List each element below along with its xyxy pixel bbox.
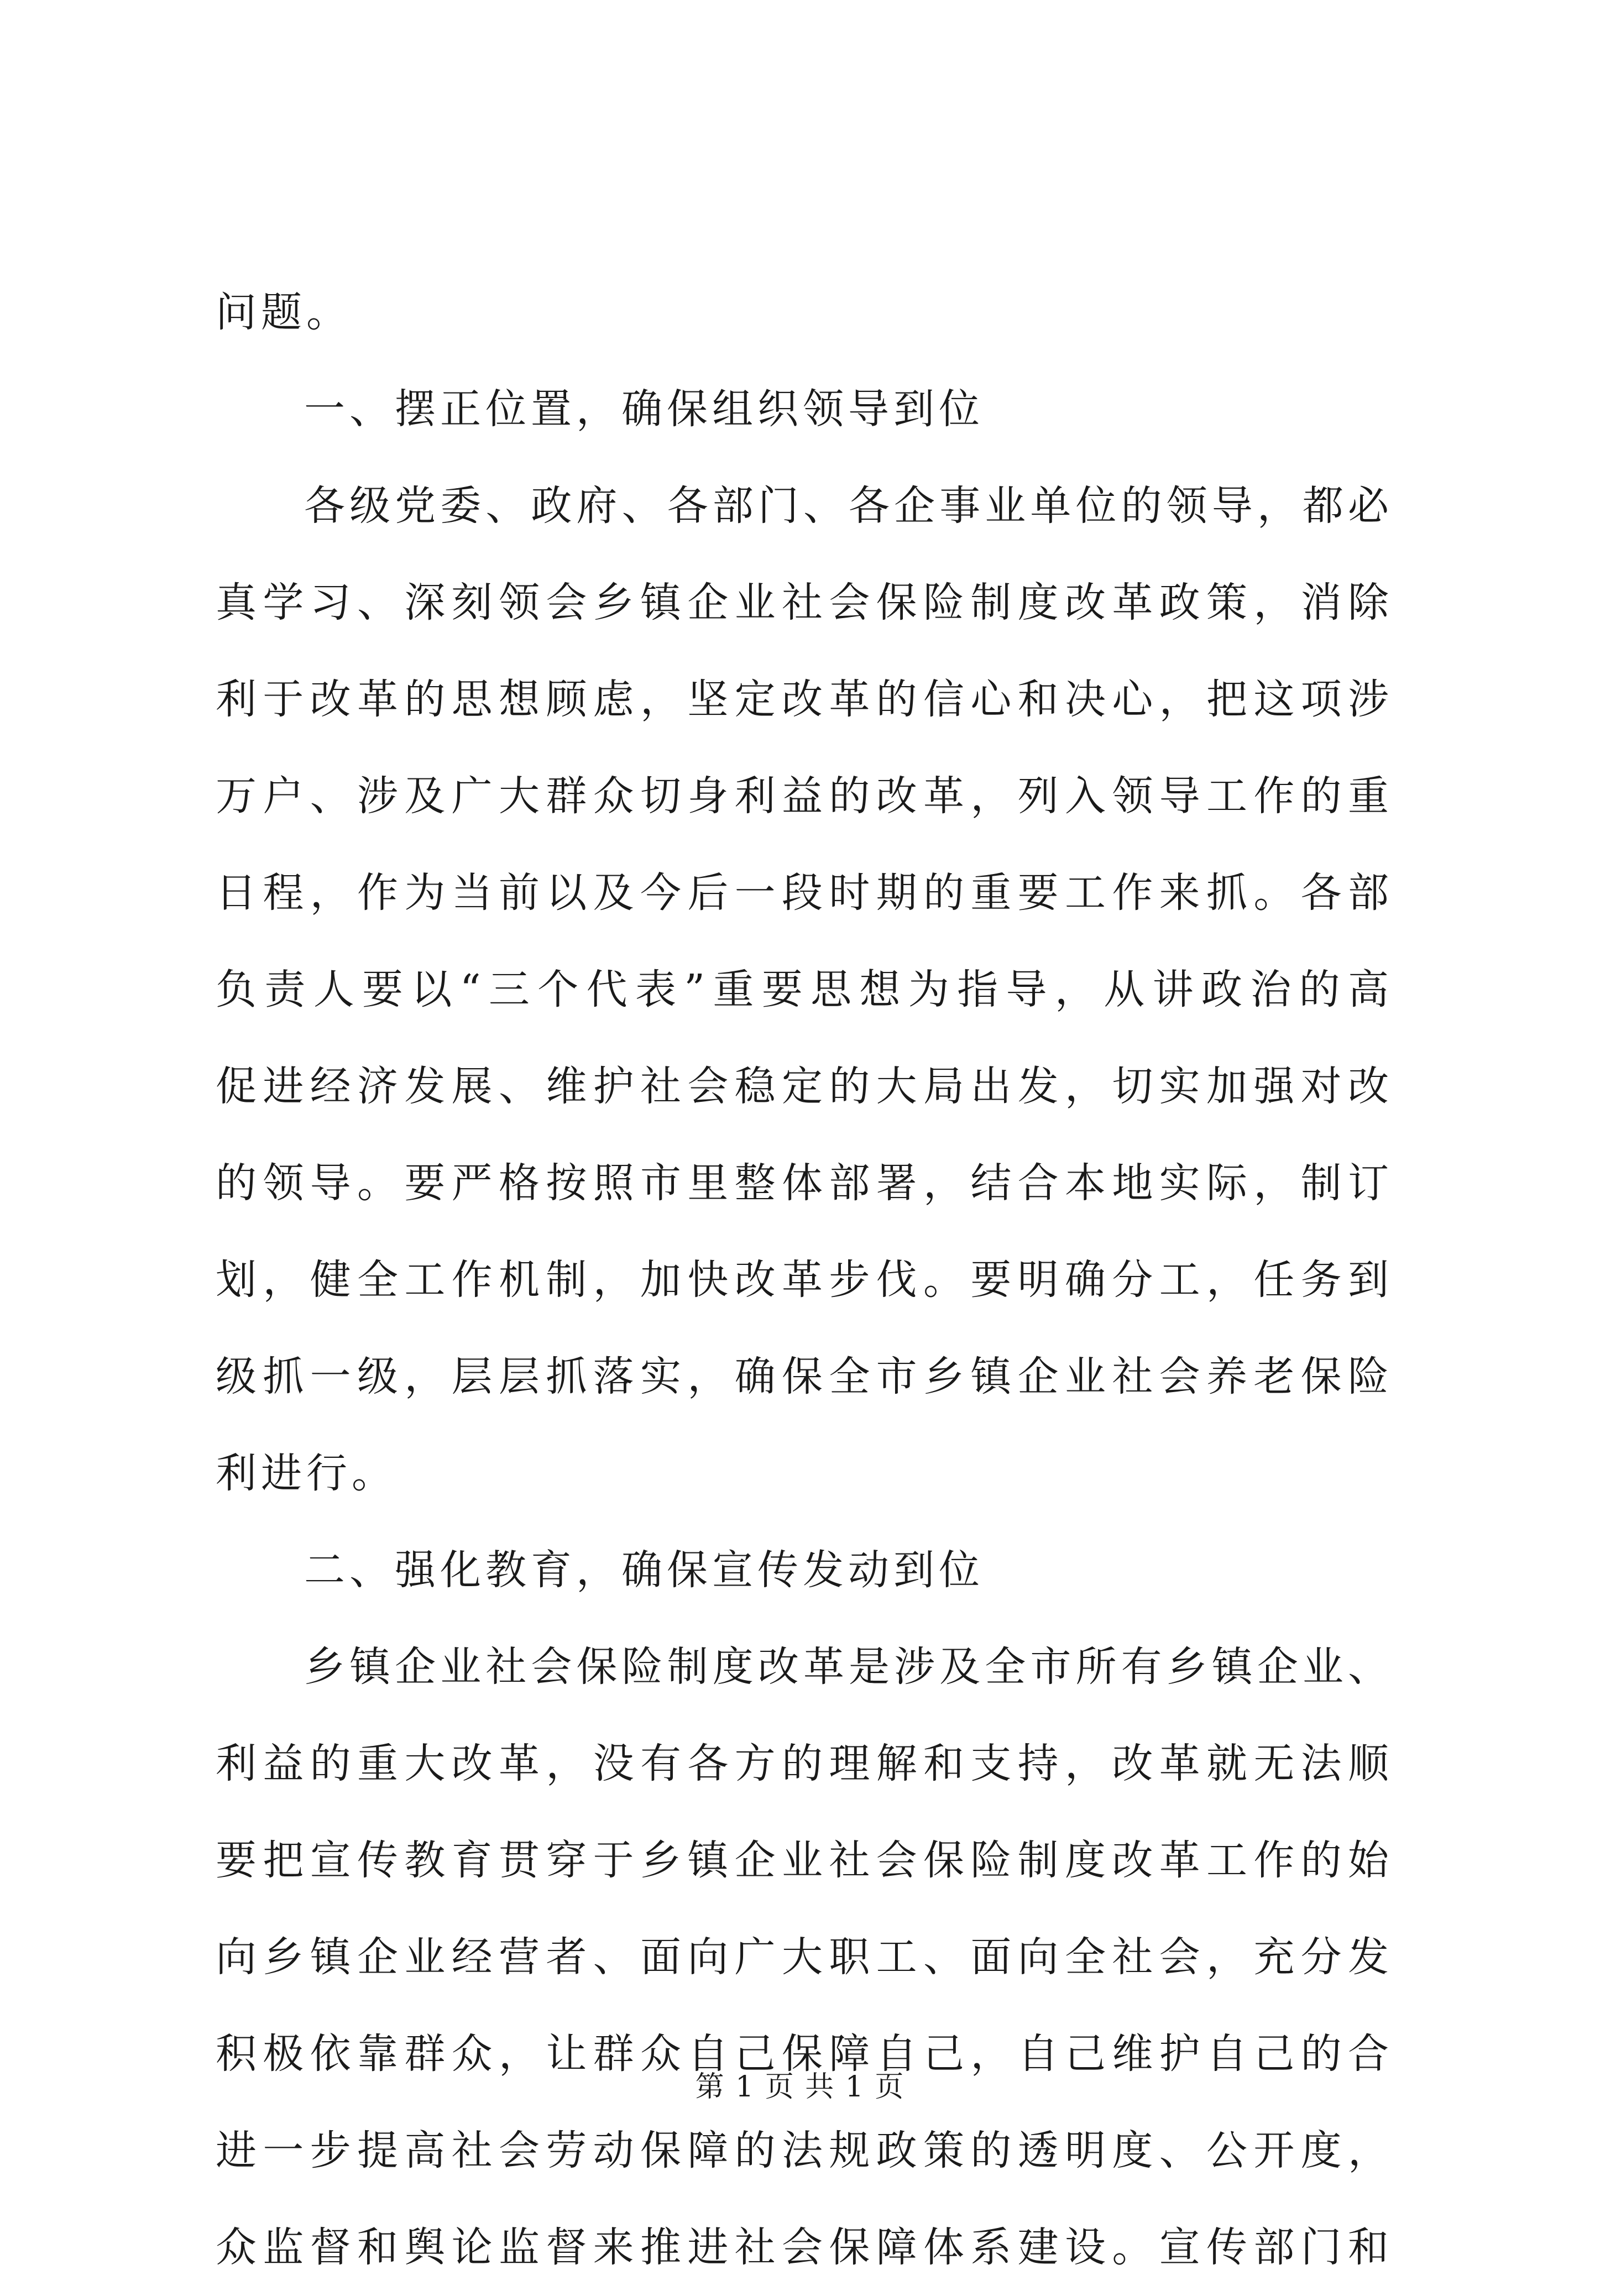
text-line: 进一步提高社会劳动保障的法规政策的透明度、公开度，	[216, 2127, 1393, 2174]
text-line: 利于改革的思想顾虑，坚定改革的信心和决心，把这项涉	[216, 676, 1393, 723]
text-line: 划，健全工作机制，加快改革步伐。要明确分工，任务到	[216, 1256, 1393, 1304]
text-line: 级抓一级，层层抓落实，确保全市乡镇企业社会养老保险	[216, 1353, 1393, 1400]
text-line: 向乡镇企业经营者、面向广大职工、面向全社会，充分发	[216, 1933, 1393, 1981]
page-footer	[0, 2065, 1600, 2109]
document-body	[216, 264, 1393, 2296]
text-line: 利进行。	[216, 1450, 397, 1497]
text-line: 要把宣传教育贯穿于乡镇企业社会保险制度改革工作的始	[216, 1837, 1393, 1884]
text-line: 一、摆正位置，确保组织领导到位	[304, 385, 984, 433]
text-line: 积极依靠群众，让群众自己保障自己，自己维护自己的合	[216, 2030, 1393, 2078]
text-line: 乡镇企业社会保险制度改革是涉及全市所有乡镇企业、	[304, 1643, 1393, 1691]
text-line: 真学习、深刻领会乡镇企业社会保险制度改革政策，消除	[216, 579, 1393, 626]
text-line: 利益的重大改革，没有各方的理解和支持，改革就无法顺	[216, 1740, 1393, 1787]
text-line: 万户、涉及广大群众切身利益的改革，列入领导工作的重	[216, 772, 1393, 820]
text-line: 各级党委、政府、各部门、各企事业单位的领导，都必	[304, 482, 1393, 530]
text-line: 的领导。要严格按照市里整体部署，结合本地实际，制订	[216, 1159, 1393, 1207]
text-line: 众监督和舆论监督来推进社会保障体系建设。宣传部门和	[216, 2224, 1393, 2271]
text-line: 日程，作为当前以及今后一段时期的重要工作来抓。各部	[216, 869, 1393, 917]
text-line: 问题。	[216, 289, 352, 336]
text-line: 促进经济发展、维护社会稳定的大局出发，切实加强对改	[216, 1063, 1393, 1110]
page-number: 第 1 页 共 1 页	[695, 2070, 905, 2104]
text-line: 负责人要以“三个代表”重要思想为指导，从讲政治的高	[216, 966, 1393, 1013]
text-line: 二、强化教育，确保宣传发动到位	[304, 1546, 984, 1594]
